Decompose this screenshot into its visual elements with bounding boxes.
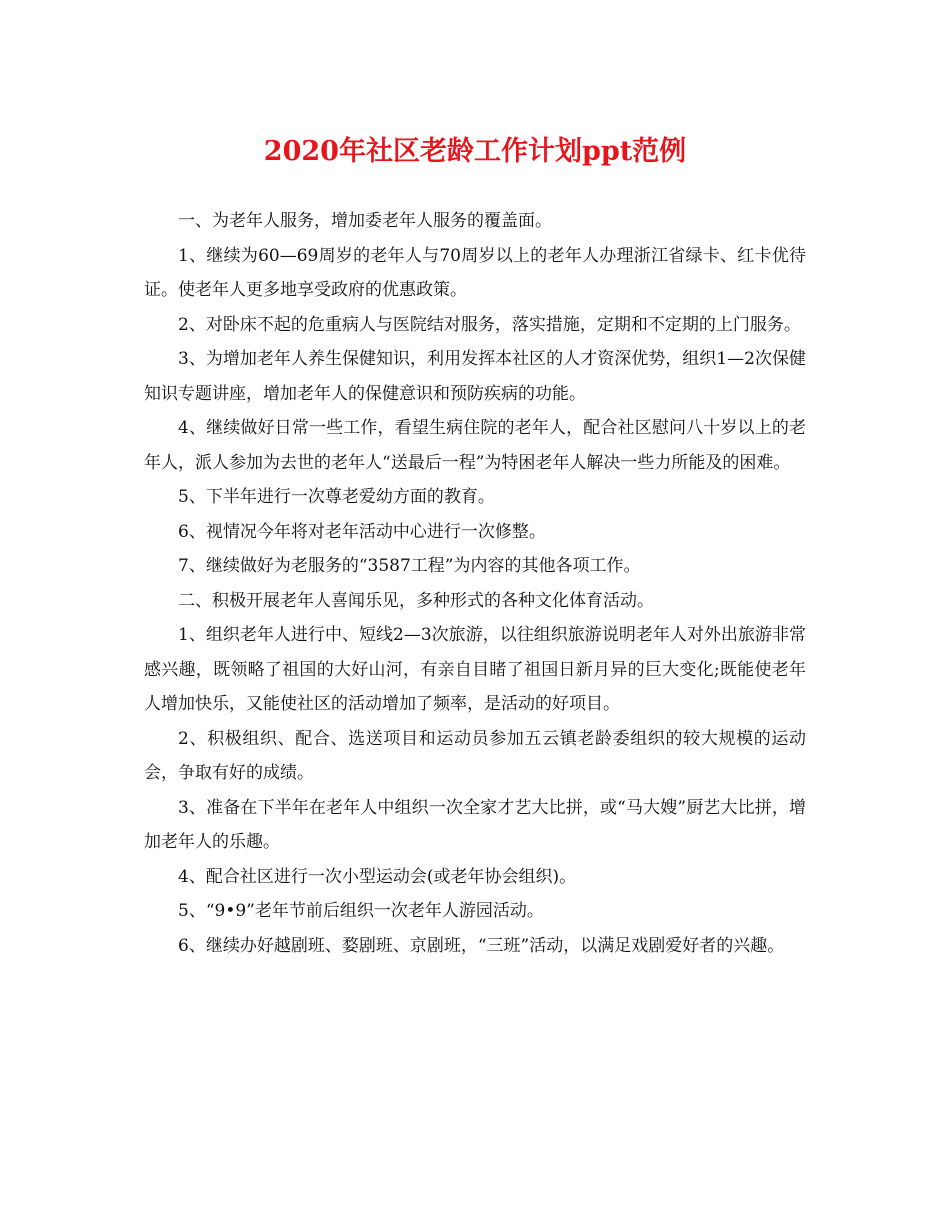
paragraph-item: 5、下半年进行一次尊老爱幼方面的教育。 — [178, 487, 495, 507]
document-body — [144, 204, 806, 963]
paragraph-item: 2、积极组织、配合、选送项目和运动员参加五云镇老龄委组织的较大规模的运动会，争取有好的成绩。 — [144, 728, 806, 783]
paragraph-item: 2、对卧床不起的危重病人与医院结对服务，落实措施，定期和不定期的上门服务。 — [178, 314, 801, 335]
paragraph-item: 3、准备在下半年在老年人中组织一次全家才艺大比拼，或“马大嫂”厨艺大比拼，增加老年人的乐趣。 — [144, 797, 806, 852]
paragraph-section-1-heading: 一、为老年人服务，增加委老年人服务的覆盖面。 — [178, 211, 552, 231]
paragraph-item: 4、继续做好日常一些工作，看望生病住院的老年人，配合社区慰问八十岁以上的老年人，派人参加为去世的老年人“送最后一程”为特困老年人解决一些力所能及的困难。 — [144, 418, 806, 473]
paragraph-item: 3、为增加老年人养生保健知识，利用发挥本社区的人才资深优势，组织1—2次保健知识专题讲座，增加老年人的保健意识和预防疾病的功能。 — [144, 349, 806, 404]
paragraph-item: 6、视情况今年将对老年活动中心进行一次修整。 — [178, 521, 546, 542]
paragraph-item: 6、继续办好越剧班、婺剧班、京剧班，“三班”活动，以满足戏剧爱好者的兴趣。 — [178, 935, 785, 956]
paragraph-item: 5、“9•9”老年节前后组织一次老年人游园活动。 — [178, 901, 544, 921]
page-title: 2020年社区老龄工作计划ppt范例 — [263, 136, 687, 167]
paragraph-item: 4、配合社区进行一次小型运动会(或老年协会组织)。 — [178, 866, 577, 887]
paragraph-section-2-heading: 二、积极开展老年人喜闻乐见，多种形式的各种文化体育活动。 — [178, 590, 654, 611]
paragraph-item: 7、继续做好为老服务的“3587工程”为内容的其他各项工作。 — [178, 556, 641, 576]
paragraph-item: 1、组织老年人进行中、短线2—3次旅游，以往组织旅游说明老年人对外出旅游非常感兴趣，既领略了祖国的大好山河，有亲自目睹了祖国日新月异的巨大变化;既能使老年人增加快乐，又能使社区的活动增加了频率，是活动的好项目。 — [144, 625, 806, 714]
paragraph-item: 1、继续为60—69周岁的老年人与70周岁以上的老年人办理浙江省绿卡、红卡优待证。使老年人更多地享受政府的优惠政策。 — [144, 245, 806, 300]
